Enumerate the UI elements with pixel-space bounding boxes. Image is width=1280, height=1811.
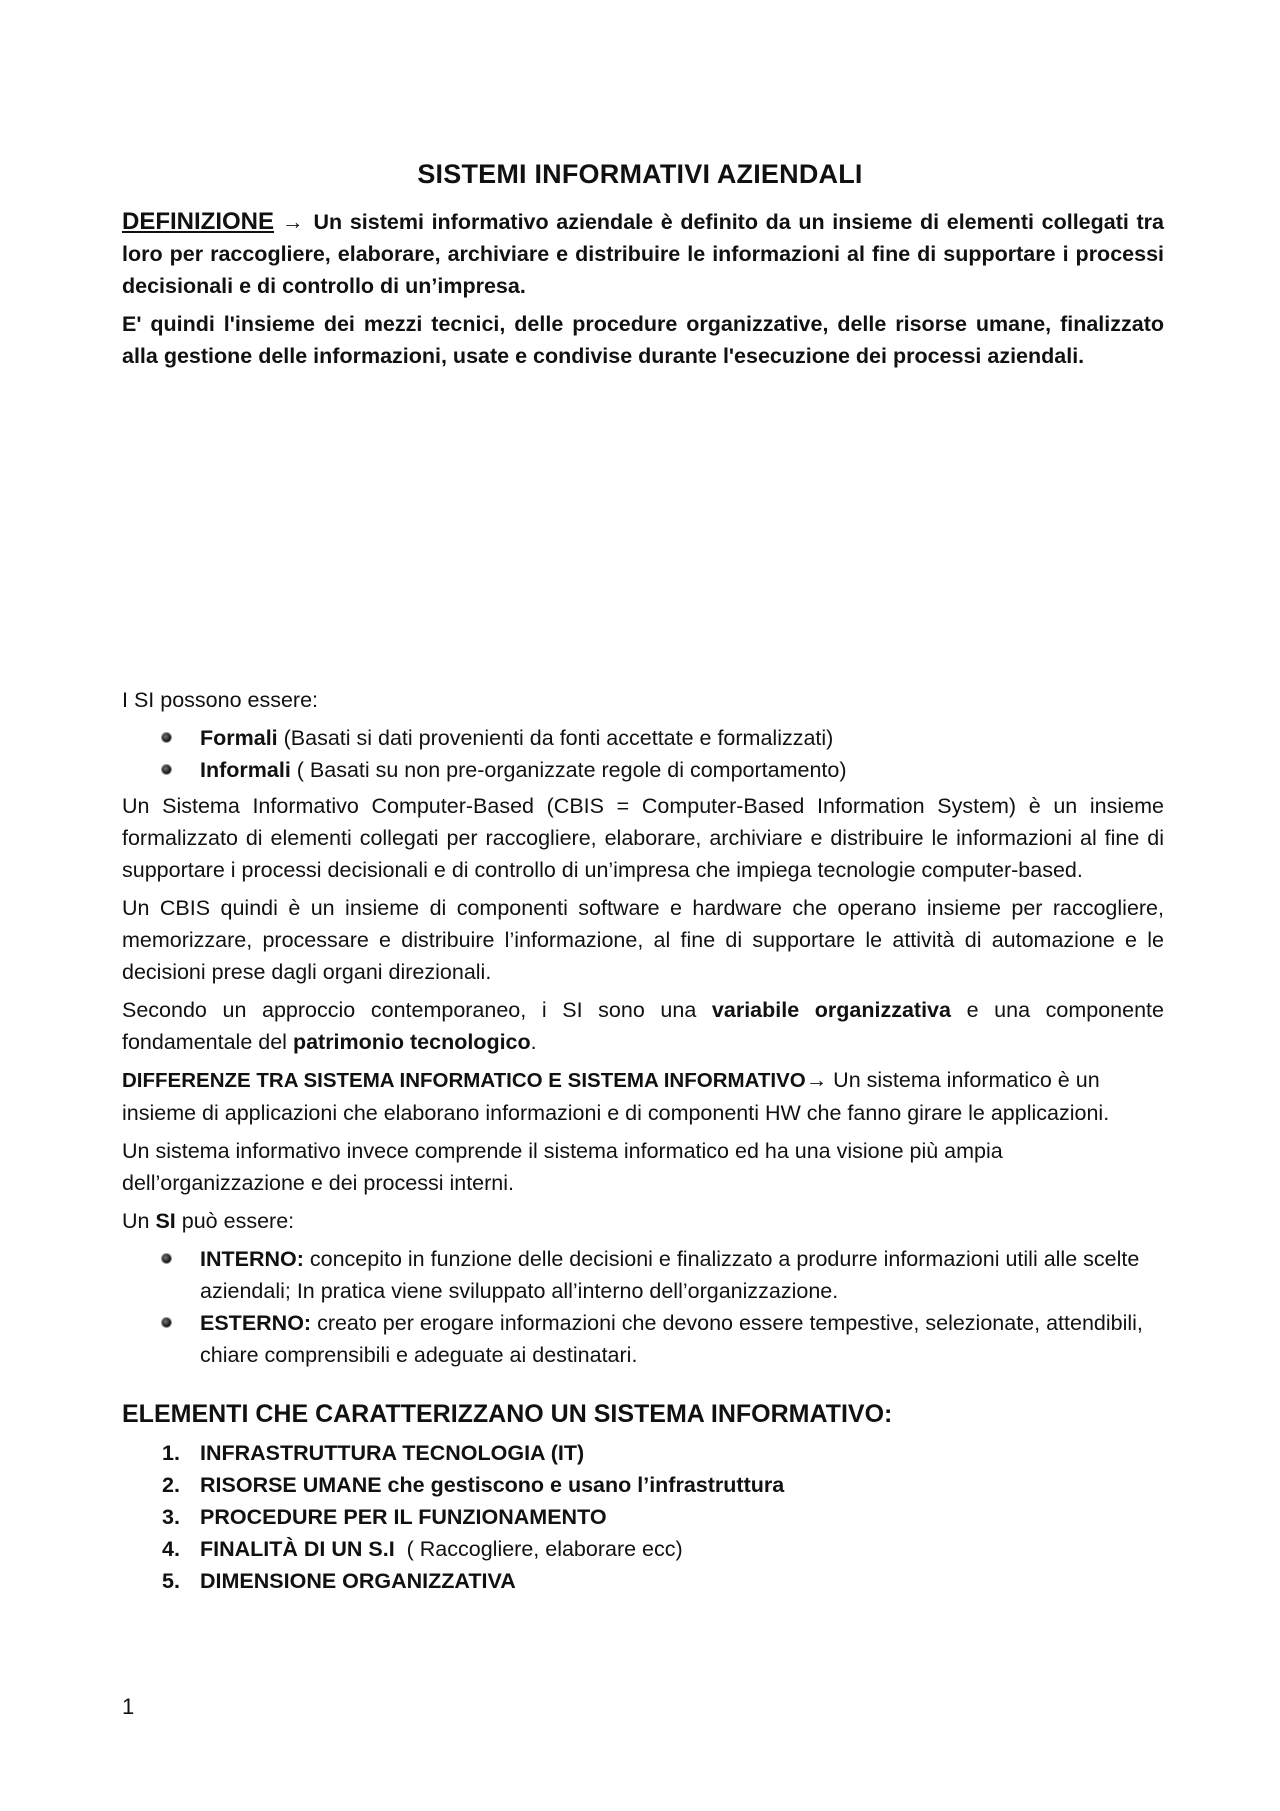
list-item-label: Informali xyxy=(200,758,291,782)
bullet-icon xyxy=(162,765,171,774)
definition-paragraph xyxy=(122,206,1164,302)
differences-paragraph-2: Un sistema informativo invece comprende il sistema informatico ed ha una visione più ampia dell’organizzazione e dei processi interni. xyxy=(122,1139,1003,1195)
list-item xyxy=(200,1307,1164,1371)
list-item-text: (Basati si dati provenienti da fonti accettate e formalizzati) xyxy=(277,726,834,750)
differences-text: Un sistema informatico è un insieme di applicazioni che elaborano informazioni e di componenti HW che fanno girare le applicazioni. xyxy=(122,1068,1110,1125)
page-title: SISTEMI INFORMATIVI AZIENDALI xyxy=(417,159,863,189)
list-item xyxy=(162,1501,1164,1533)
list-item xyxy=(162,1533,1164,1565)
list-item-text: concepito in funzione delle decisioni e finalizzato a produrre informazioni utili alle scelte aziendali; In pratica viene sviluppato all’interno dell’organizzazione. xyxy=(200,1247,1140,1303)
list-item-text: ( Basati su non pre-organizzate regole di comportamento) xyxy=(290,758,847,782)
list-item-label: FINALITÀ DI UN S.I xyxy=(200,1537,395,1561)
approach-text-mid: e una componente fondamentale del xyxy=(122,998,1164,1054)
list-item-number: 5. xyxy=(162,1569,180,1593)
list-item-number: 4. xyxy=(162,1537,180,1561)
list-item xyxy=(200,1243,1164,1307)
bullet-icon xyxy=(162,1318,171,1327)
list-item-label: INTERNO: xyxy=(200,1247,304,1271)
list-item-text: creato per erogare informazioni che devono essere tempestive, selezionate, attendibili, chiare comprensibili e adeguate ai destinatari. xyxy=(200,1311,1143,1367)
list-item xyxy=(162,1469,1164,1501)
list-item-number: 2. xyxy=(162,1473,180,1497)
list-item xyxy=(200,754,1164,786)
list-item-label: Formali xyxy=(200,726,278,750)
arrow-right-icon: → xyxy=(805,1068,828,1092)
definition-term: DEFINIZIONE xyxy=(122,208,275,235)
list-item-extra: ( Raccogliere, elaborare ecc) xyxy=(394,1537,683,1561)
definition-text: Un sistemi informativo aziendale è definito da un insieme di elementi collegati tra loro per raccogliere, elaborare, archiviare e distribuire le informazioni al fine di supportare i processi decisionali e di controllo di un’impresa. xyxy=(122,210,1164,298)
approach-paragraph xyxy=(122,994,1164,1058)
si-kinds-list xyxy=(122,1243,1164,1371)
si-kinds-intro-bold: SI xyxy=(155,1209,176,1233)
list-item-label: RISORSE UMANE che gestiscono e usano l’infrastruttura xyxy=(200,1473,785,1497)
list-item xyxy=(162,1565,1164,1597)
cbis-paragraph-2: Un CBIS quindi è un insieme di componenti software e hardware che operano insieme per raccogliere, memorizzare, processare e distribuire l’informazione, al fine di supportare le attività di automazione e le decisioni prese dagli organi direzionali. xyxy=(122,896,1164,984)
definition-block xyxy=(122,206,1164,378)
si-types-intro: I SI possono essere: xyxy=(122,688,318,712)
approach-text-end: . xyxy=(530,1030,537,1054)
cbis-paragraph-1: Un Sistema Informativo Computer-Based (CBIS = Computer-Based Information System) è un insieme formalizzato di elementi collegati per raccogliere, elaborare, archiviare e distribuire le informazioni al fine di supportare i processi decisionali e di controllo di un’impresa che impiega tecnologie computer-based. xyxy=(122,794,1164,882)
si-types-list xyxy=(122,722,1164,786)
list-item xyxy=(162,1437,1164,1469)
approach-bold-2: patrimonio tecnologico xyxy=(292,1030,531,1054)
list-item-label: DIMENSIONE ORGANIZZATIVA xyxy=(200,1569,516,1593)
si-kinds-intro-pre: Un xyxy=(122,1209,156,1233)
list-item-label: INFRASTRUTTURA TECNOLOGIA (IT) xyxy=(200,1441,585,1465)
si-kinds-intro-post: può essere: xyxy=(175,1209,295,1233)
main-body xyxy=(122,684,1164,1597)
elements-heading: ELEMENTI CHE CARATTERIZZANO UN SISTEMA INFORMATIVO: xyxy=(122,1400,893,1428)
list-item-number: 1. xyxy=(162,1441,180,1465)
definition-paragraph-2: E' quindi l'insieme dei mezzi tecnici, delle procedure organizzative, delle risorse umane, finalizzato alla gestione delle informazioni, usate e condivise durante l'esecuzione dei processi aziendali. xyxy=(122,312,1164,368)
elements-list xyxy=(122,1437,1164,1597)
list-item-label: PROCEDURE PER IL FUNZIONAMENTO xyxy=(200,1505,607,1529)
bullet-icon xyxy=(162,733,171,742)
approach-bold-1: variabile organizzativa xyxy=(711,998,951,1022)
bullet-icon xyxy=(162,1254,171,1263)
differences-paragraph xyxy=(122,1064,1164,1129)
list-item-number: 3. xyxy=(162,1505,180,1529)
differences-heading: DIFFERENZE TRA SISTEMA INFORMATICO E SISTEMA INFORMATIVO xyxy=(122,1069,806,1092)
list-item-label: ESTERNO: xyxy=(200,1311,312,1335)
arrow-right-icon: → xyxy=(282,210,304,234)
approach-text: Secondo un approccio contemporaneo, i SI sono una xyxy=(122,998,712,1022)
si-kinds-intro xyxy=(122,1205,1164,1237)
list-item xyxy=(200,722,1164,754)
page-number: 1 xyxy=(122,1694,135,1719)
